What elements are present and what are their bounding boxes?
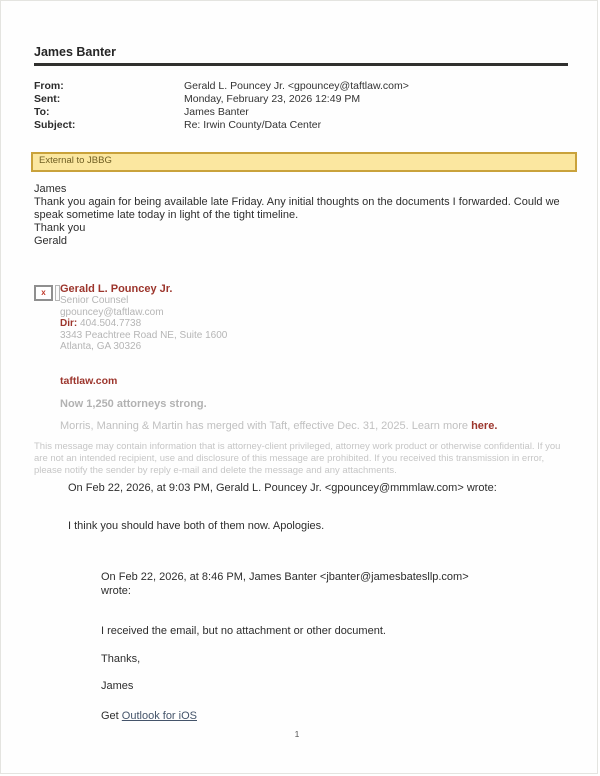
signature-address2: Atlanta, GA 30326	[60, 341, 142, 353]
merger-text: Morris, Manning & Martin has merged with Taft, effective Dec. 31, 2025. Learn more	[60, 420, 472, 432]
sent-label: Sent:	[34, 93, 61, 105]
red-x-icon: x	[41, 288, 46, 297]
to-label: To:	[34, 106, 50, 118]
field-to	[34, 106, 568, 119]
quoted-message-2-header: On Feb 22, 2026, at 8:46 PM, James Banter <jbanter@jamesbatesllp.com> wrote:	[101, 571, 469, 597]
subject-value: Re: Irwin County/Data Center	[184, 119, 322, 131]
sent-value: Monday, February 23, 2026 12:49 PM	[184, 93, 361, 105]
signature-phone-row	[60, 318, 227, 329]
signature-address1: 3343 Peachtree Road NE, Suite 1600	[60, 329, 228, 341]
outlook-prefix: Get	[101, 710, 122, 722]
signature-block	[34, 284, 227, 352]
outlook-signature-line	[101, 710, 197, 722]
broken-image-strip-icon	[55, 285, 60, 301]
field-subject	[34, 119, 568, 132]
merger-notice	[60, 420, 497, 432]
signature-phone: 404.504.7738	[77, 318, 142, 330]
email-body	[34, 183, 570, 248]
body-closing: Thank you	[34, 222, 86, 234]
signature-name: Gerald L. Pouncey Jr.	[60, 283, 173, 295]
to-value: James Banter	[184, 106, 249, 118]
signature-email[interactable]: gpouncey@taftlaw.com	[60, 306, 164, 318]
body-paragraph: Thank you again for being available late Friday. Any initial thoughts on the documents I forwarded. Could we speak sometime late today in light of the tight timeline.	[34, 196, 560, 221]
from-label: From:	[34, 80, 64, 92]
quoted-message-2-signoff: James	[101, 680, 134, 692]
body-signoff: Gerald	[34, 235, 68, 247]
outlook-ios-link[interactable]: Outlook for iOS	[121, 710, 197, 722]
signature-text	[60, 284, 227, 352]
dir-label: Dir:	[60, 318, 78, 330]
firm-tagline: Now 1,250 attorneys strong.	[60, 398, 207, 410]
broken-image-icon	[34, 285, 53, 301]
quoted-message-1-body: I think you should have both of them now. Apologies.	[68, 520, 325, 532]
external-warning-banner: External to JBBG	[31, 152, 577, 172]
confidentiality-disclaimer: This message may contain information that is attorney-client privileged, attorney work product or otherwise confidential. If you are not an intended recipient, use and disclosure of this message are prohibited. If you received this transmission in error, please notify the sender by reply e-mail and delete the message and any attachments.	[34, 441, 561, 476]
field-from	[34, 80, 568, 93]
field-sent	[34, 93, 568, 106]
body-greeting: James	[34, 183, 67, 195]
firm-website-link[interactable]: taftlaw.com	[60, 375, 118, 387]
email-header-fields	[34, 80, 568, 132]
quoted-message-2-body: I received the email, but no attachment or other document.	[101, 625, 386, 637]
signature-title: Senior Counsel	[60, 295, 129, 307]
from-value: Gerald L. Pouncey Jr. <gpouncey@taftlaw.com>	[184, 80, 409, 92]
quoted-message-1-header: On Feb 22, 2026, at 9:03 PM, Gerald L. Pouncey Jr. <gpouncey@mmmlaw.com> wrote:	[68, 482, 497, 494]
quoted-message-2-closing: Thanks,	[101, 653, 141, 665]
merger-here-link[interactable]: here.	[471, 420, 498, 432]
page-number: 1	[294, 729, 300, 739]
page-title: James Banter	[34, 45, 568, 66]
subject-label: Subject:	[34, 119, 76, 131]
